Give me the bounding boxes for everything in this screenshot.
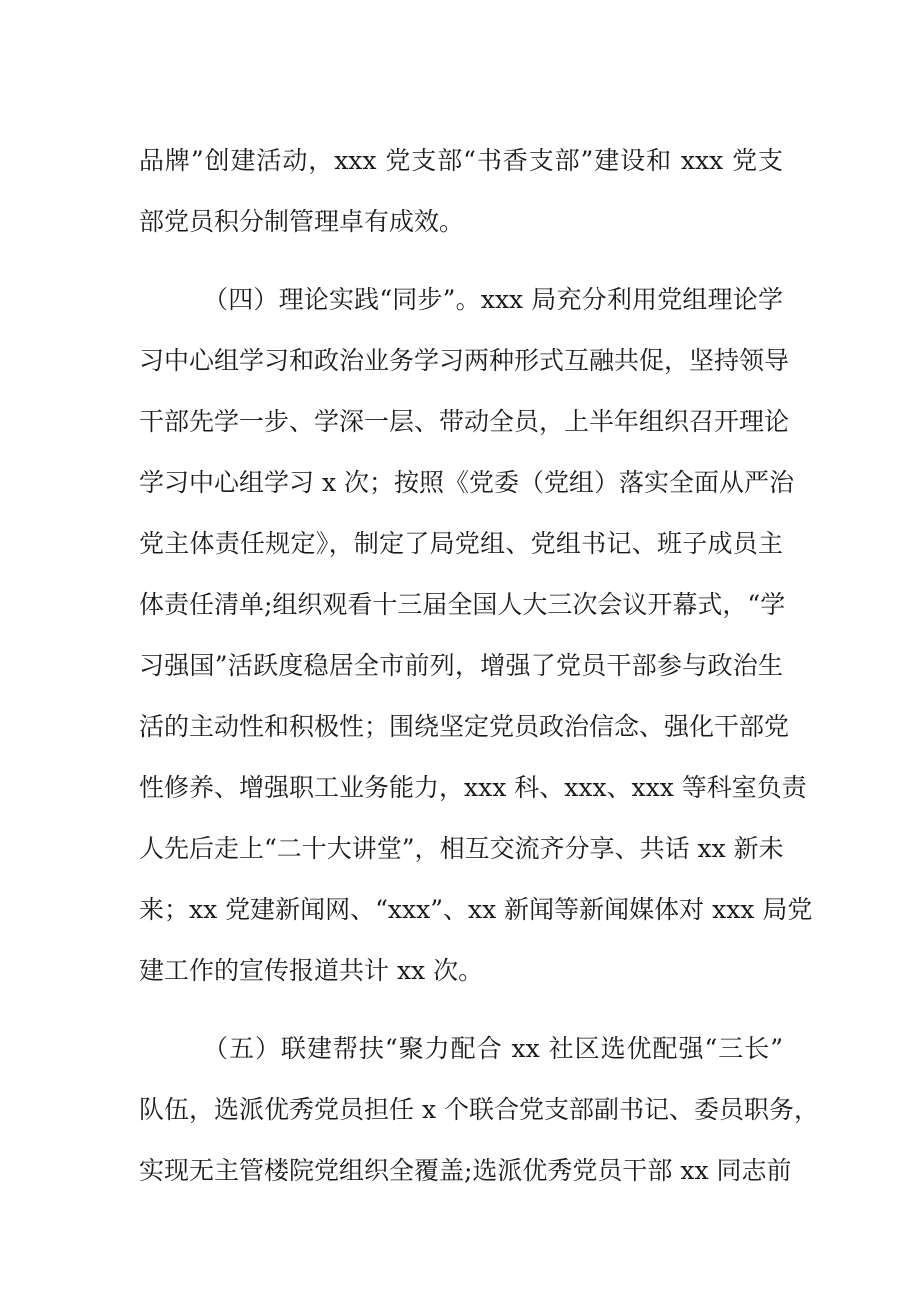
text-line: 队伍，选派优秀党员担任 x 个联合党支部副书记、委员职务， [139,1095,819,1124]
text-line: 人先后走上“二十大讲堂”，相互交流齐分享、共话 xx 新未 [139,834,784,863]
section-heading-line: （五）联建帮扶“聚力配合 xx 社区选优配强“三长” [203,1034,783,1063]
section-heading-line: （四）理论实践“同步”。xxx 局充分利用党组理论学 [203,285,783,314]
text-line: 部党员积分制管理卓有成效。 [139,207,465,236]
text-line: 建工作的宣传报道共计 xx 次。 [139,956,484,985]
text-line: 党主体责任规定》，制定了局党组、党组书记、班子成员主 [139,529,783,558]
text-line: 干部先学一步、学深一层、带动全员，上半年组织召开理论 [139,407,790,436]
text-line: 体责任清单;组织观看十三届全国人大三次会议开幕式，“学 [139,590,786,619]
text-line: 实现无主管楼院党组织全覆盖;选派优秀党员干部 xx 同志前 [139,1156,792,1185]
text-line: 活的主动性和积极性；围绕坚定党员政治信念、强化干部党 [139,712,790,741]
text-line: 品牌”创建活动，xxx 党支部“书香支部”建设和 xxx 党支 [139,146,783,175]
text-line: 来；xx 党建新闻网、“xxx”、xx 新闻等新闻媒体对 xxx 局党 [139,895,813,924]
text-line: 习中心组学习和政治业务学习两种形式互融共促，坚持领导 [139,346,790,375]
text-line: 学习中心组学习 x 次；按照《党委（党组）落实全面从严治 [139,468,794,497]
text-line: 习强国”活跃度稳居全市前列，增强了党员干部参与政治生 [139,651,783,680]
text-line: 性修养、增强职工业务能力，xxx 科、xxx、xxx 等科室负责 [139,773,807,802]
